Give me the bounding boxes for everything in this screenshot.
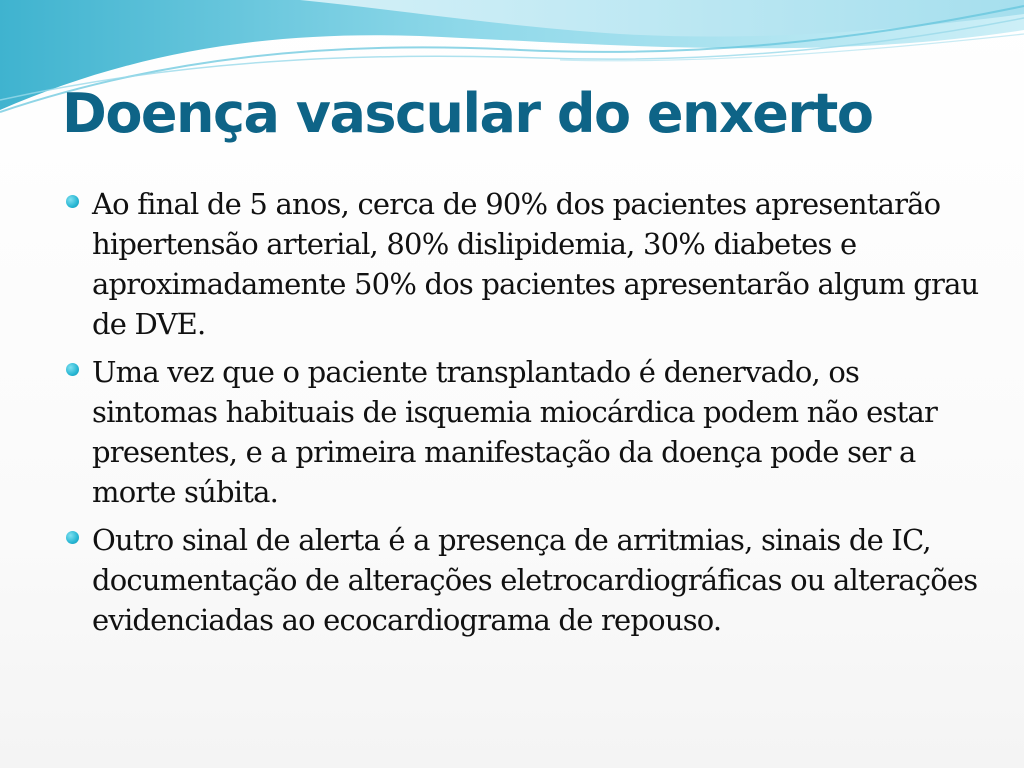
bullet-text: Outro sinal de alerta é a presença de arritmias, sinais de IC, documentação de alterações eletrocardiográficas ou alterações evidenciadas ao ecocardiograma de repouso. (92, 523, 978, 637)
round-bullet-icon (66, 531, 79, 544)
bullet-text: Uma vez que o paciente transplantado é denervado, os sintomas habituais de isquemia miocárdica podem não estar presentes, e a primeira manifestação da doença pode ser a morte súbita. (92, 355, 938, 509)
round-bullet-icon (66, 363, 79, 376)
bullet-list (64, 184, 984, 648)
slide-title: Doença vascular do enxerto (62, 82, 873, 145)
bullet-item (64, 520, 984, 640)
bullet-text: Ao final de 5 anos, cerca de 90% dos pacientes apresentarão hipertensão arterial, 80% dislipidemia, 30% diabetes e aproximadamente 50% dos pacientes apresentarão algum grau de DVE. (92, 187, 979, 341)
bullet-item (64, 352, 984, 512)
round-bullet-icon (66, 195, 79, 208)
bullet-item (64, 184, 984, 344)
